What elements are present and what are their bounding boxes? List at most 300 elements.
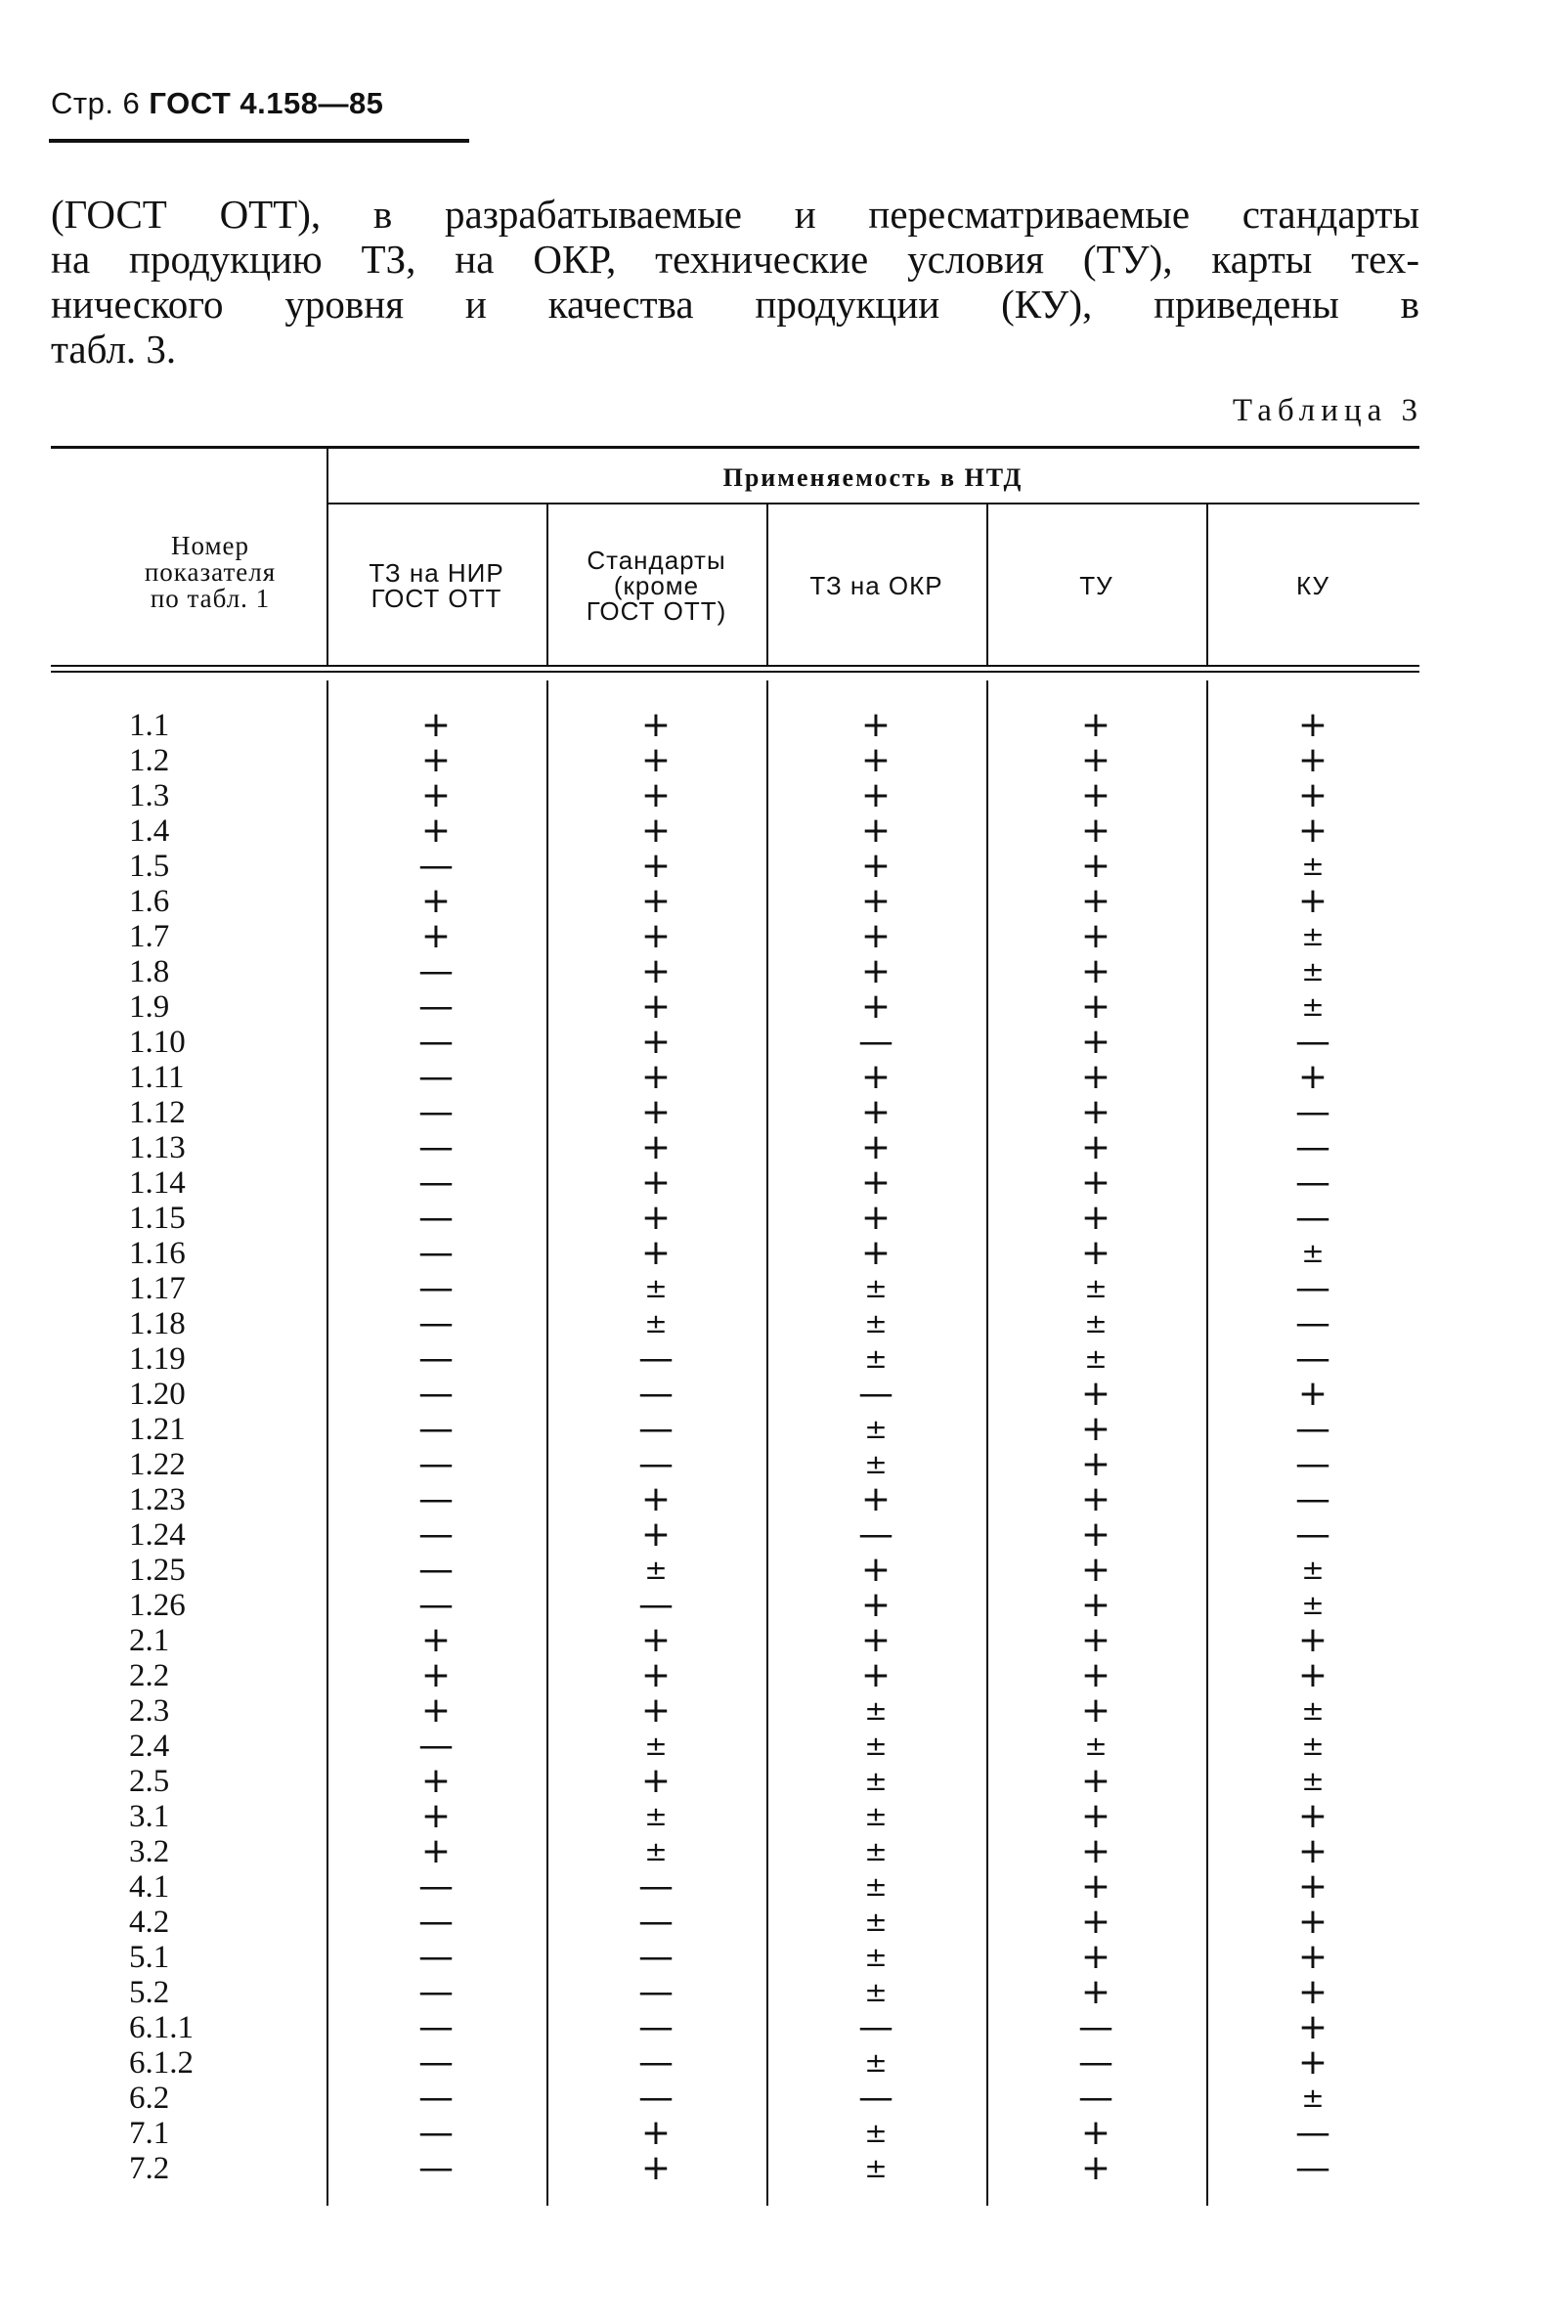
applicability-mark-tz-nir: — xyxy=(418,1585,454,1625)
applicability-mark-tu: + xyxy=(1080,1233,1111,1273)
applicability-mark-tz-nir: — xyxy=(418,1479,454,1519)
applicability-mark-tu: + xyxy=(1080,1796,1111,1836)
applicability-mark-tu: + xyxy=(1080,1690,1111,1731)
applicability-mark-tu: + xyxy=(1080,1198,1111,1238)
applicability-mark-ku: + xyxy=(1297,1937,1328,1977)
indicator-number: 1.20 xyxy=(129,1377,186,1412)
applicability-mark-tz-nir: + xyxy=(420,1690,452,1731)
applicability-mark-tu: + xyxy=(1080,1937,1111,1977)
table-row xyxy=(0,1022,1568,1062)
applicability-mark-tz-nir: — xyxy=(418,1233,454,1273)
column-header-tz-nir xyxy=(327,508,546,663)
applicability-mark-tz-okr: + xyxy=(860,705,892,745)
intro-line: (ГОСТ ОТТ), в разрабатываемые и пересматриваемые стандарты xyxy=(51,192,1419,237)
applicability-mark-ku: ± xyxy=(1301,1765,1325,1797)
indicator-number: 5.1 xyxy=(129,1940,170,1975)
applicability-mark-tz-okr: + xyxy=(860,1057,892,1097)
table-row xyxy=(0,705,1568,745)
indicator-number: 2.1 xyxy=(129,1623,170,1658)
column-header-line: ГОСТ ОТТ) xyxy=(586,596,727,626)
applicability-mark-tz-okr: — xyxy=(858,2007,893,2047)
applicability-mark-ku: — xyxy=(1295,1409,1330,1449)
applicability-mark-tu: — xyxy=(1078,2042,1113,2083)
indicator-number: 1.24 xyxy=(129,1517,186,1553)
column-divider xyxy=(766,504,768,665)
applicability-mark-standards: + xyxy=(640,775,672,815)
applicability-mark-tz-nir: — xyxy=(418,1972,454,2012)
column-divider xyxy=(1206,504,1208,665)
applicability-mark-tu: + xyxy=(1080,1374,1111,1414)
indicator-number: 1.1 xyxy=(129,708,170,743)
column-divider xyxy=(327,449,328,665)
intro-line: табл. 3. xyxy=(51,327,177,372)
column-header-standards xyxy=(546,508,766,663)
applicability-mark-ku: + xyxy=(1297,1972,1328,2012)
applicability-mark-tz-okr: ± xyxy=(864,1448,888,1480)
applicability-mark-tz-nir: + xyxy=(420,811,452,851)
applicability-mark-tz-okr: + xyxy=(860,1620,892,1660)
applicability-mark-standards: ± xyxy=(644,1307,668,1339)
applicability-mark-tz-okr: ± xyxy=(864,2152,888,2184)
indicator-number: 6.1.1 xyxy=(129,2010,194,2045)
applicability-mark-standards: — xyxy=(638,1338,674,1379)
applicability-mark-tu: + xyxy=(1080,1127,1111,1167)
applicability-mark-tz-okr: + xyxy=(860,1162,892,1203)
applicability-mark-tu: + xyxy=(1080,881,1111,921)
indicator-number: 4.2 xyxy=(129,1905,170,1940)
applicability-mark-ku: ± xyxy=(1301,1730,1325,1762)
applicability-mark-ku: — xyxy=(1295,1444,1330,1484)
table-row xyxy=(0,1338,1568,1379)
applicability-mark-tz-nir: — xyxy=(418,846,454,886)
column-header-line: КУ xyxy=(1296,571,1329,600)
applicability-mark-standards: — xyxy=(638,1374,674,1414)
applicability-mark-tu: + xyxy=(1080,846,1111,886)
applicability-mark-tz-okr: + xyxy=(860,811,892,851)
page-number: Стр. 6 xyxy=(51,86,141,120)
applicability-mark-ku: ± xyxy=(1301,2082,1325,2114)
applicability-mark-standards: — xyxy=(638,2042,674,2083)
applicability-mark-tz-nir: + xyxy=(420,916,452,956)
applicability-mark-standards: + xyxy=(640,1162,672,1203)
applicability-mark-ku: — xyxy=(1295,1198,1330,1238)
applicability-mark-tu: + xyxy=(1080,1831,1111,1871)
column-header-ku xyxy=(1206,508,1419,663)
applicability-mark-tu: + xyxy=(1080,740,1111,780)
applicability-mark-standards: + xyxy=(640,1057,672,1097)
applicability-mark-standards: — xyxy=(638,1902,674,1942)
applicability-mark-ku: — xyxy=(1295,1268,1330,1308)
table-row xyxy=(0,2113,1568,2153)
applicability-mark-tz-okr: ± xyxy=(864,1800,888,1832)
applicability-mark-tz-nir: — xyxy=(418,1866,454,1907)
indicator-number: 2.3 xyxy=(129,1693,170,1729)
applicability-mark-ku: — xyxy=(1295,1162,1330,1203)
table-row xyxy=(0,1585,1568,1625)
applicability-mark-standards: + xyxy=(640,1022,672,1062)
applicability-mark-tz-okr: + xyxy=(860,1655,892,1695)
applicability-mark-tz-nir: — xyxy=(418,1022,454,1062)
applicability-mark-tu: + xyxy=(1080,951,1111,991)
applicability-mark-ku: — xyxy=(1295,1338,1330,1379)
column-header-line: ГОСТ ОТТ xyxy=(370,584,502,613)
indicator-number: 1.11 xyxy=(129,1060,185,1095)
applicability-mark-tz-okr: + xyxy=(860,775,892,815)
applicability-mark-tu: + xyxy=(1080,1620,1111,1660)
applicability-mark-tu: + xyxy=(1080,1162,1111,1203)
applicability-mark-standards: ± xyxy=(644,1835,668,1867)
applicability-mark-standards: + xyxy=(640,1198,672,1238)
applicability-mark-tz-okr: — xyxy=(858,2078,893,2118)
indicator-number: 4.1 xyxy=(129,1869,170,1905)
table-row xyxy=(0,1268,1568,1308)
applicability-mark-tu: + xyxy=(1080,775,1111,815)
applicability-mark-standards: — xyxy=(638,2007,674,2047)
applicability-mark-tu: + xyxy=(1080,1902,1111,1942)
applicability-mark-tu: + xyxy=(1080,705,1111,745)
column-header-line: ТЗ на ОКР xyxy=(809,571,943,600)
indicator-number: 1.2 xyxy=(129,743,170,778)
applicability-mark-standards: — xyxy=(638,1409,674,1449)
applicability-mark-tz-okr: — xyxy=(858,1514,893,1555)
applicability-mark-ku: ± xyxy=(1301,920,1325,952)
table-row xyxy=(0,1444,1568,1484)
table-row xyxy=(0,1620,1568,1660)
applicability-mark-tz-okr: ± xyxy=(864,1413,888,1445)
indicator-number: 2.5 xyxy=(129,1764,170,1799)
applicability-mark-tz-nir: + xyxy=(420,775,452,815)
applicability-mark-tu: + xyxy=(1080,916,1111,956)
applicability-mark-ku: — xyxy=(1295,1127,1330,1167)
table-row xyxy=(0,1374,1568,1414)
applicability-mark-tu: + xyxy=(1080,1092,1111,1132)
applicability-mark-ku: + xyxy=(1297,1866,1328,1907)
applicability-mark-tz-nir: + xyxy=(420,740,452,780)
applicability-mark-standards: — xyxy=(638,1585,674,1625)
table-row xyxy=(0,1233,1568,1273)
applicability-mark-standards: + xyxy=(640,2113,672,2153)
indicator-number: 3.2 xyxy=(129,1834,170,1869)
table-row xyxy=(0,881,1568,921)
applicability-mark-ku: ± xyxy=(1301,1554,1325,1586)
header-bottom-rule-2 xyxy=(51,671,1419,673)
column-header-line: ТУ xyxy=(1079,571,1113,600)
applicability-mark-ku: ± xyxy=(1301,850,1325,882)
applicability-mark-standards: + xyxy=(640,1761,672,1801)
intro-paragraph xyxy=(51,192,1419,372)
applicability-mark-tz-okr: + xyxy=(860,740,892,780)
applicability-mark-ku: + xyxy=(1297,2042,1328,2083)
indicator-number: 7.1 xyxy=(129,2116,170,2151)
table-top-rule xyxy=(51,446,1419,449)
indicator-number: 1.9 xyxy=(129,989,170,1025)
table-row xyxy=(0,1690,1568,1731)
applicability-mark-ku: + xyxy=(1297,1620,1328,1660)
table-label: Таблица 3 xyxy=(1232,393,1423,428)
applicability-mark-ku: ± xyxy=(1301,990,1325,1023)
first-column-header-line: показателя xyxy=(144,556,277,587)
table-row xyxy=(0,1761,1568,1801)
applicability-mark-tu: + xyxy=(1080,987,1111,1027)
table-row xyxy=(0,1866,1568,1907)
applicability-mark-standards: + xyxy=(640,1127,672,1167)
applicability-mark-tz-okr: + xyxy=(860,987,892,1027)
applicability-mark-tu: + xyxy=(1080,1057,1111,1097)
applicability-mark-tz-okr: ± xyxy=(864,1307,888,1339)
applicability-mark-standards: ± xyxy=(644,1730,668,1762)
applicability-mark-tz-nir: — xyxy=(418,1726,454,1766)
applicability-mark-tz-okr: + xyxy=(860,1479,892,1519)
applicability-mark-tz-okr: ± xyxy=(864,1765,888,1797)
applicability-mark-tz-okr: — xyxy=(858,1022,893,1062)
applicability-mark-tz-nir: — xyxy=(418,1444,454,1484)
applicability-mark-tu: + xyxy=(1080,1866,1111,1907)
table-row xyxy=(0,2078,1568,2118)
applicability-mark-tz-nir: — xyxy=(418,1127,454,1167)
applicability-mark-tz-nir: — xyxy=(418,2042,454,2083)
applicability-mark-tz-nir: + xyxy=(420,881,452,921)
applicability-mark-tz-okr: ± xyxy=(864,1906,888,1938)
applicability-mark-standards: + xyxy=(640,2148,672,2188)
applicability-mark-tu: ± xyxy=(1084,1730,1108,1762)
applicability-mark-ku: + xyxy=(1297,1831,1328,1871)
applicability-mark-tz-nir: + xyxy=(420,705,452,745)
table-row xyxy=(0,2148,1568,2188)
table-row xyxy=(0,916,1568,956)
table-row xyxy=(0,1092,1568,1132)
applicability-mark-ku: — xyxy=(1295,1303,1330,1343)
applicability-mark-ku: + xyxy=(1297,2007,1328,2047)
applicability-mark-tz-nir: — xyxy=(418,1057,454,1097)
applicability-mark-ku: + xyxy=(1297,1374,1328,1414)
applicability-mark-tz-okr: + xyxy=(860,1198,892,1238)
applicability-mark-tz-okr: + xyxy=(860,846,892,886)
applicability-mark-tu: + xyxy=(1080,811,1111,851)
indicator-number: 1.8 xyxy=(129,954,170,989)
applicability-mark-standards: + xyxy=(640,705,672,745)
table-row xyxy=(0,1303,1568,1343)
applicability-mark-ku: ± xyxy=(1301,1237,1325,1269)
applicability-mark-standards: + xyxy=(640,740,672,780)
applicability-mark-ku: ± xyxy=(1301,1589,1325,1621)
table-row xyxy=(0,1726,1568,1766)
table-row xyxy=(0,951,1568,991)
applicability-mark-ku: — xyxy=(1295,2148,1330,2188)
applicability-mark-ku: — xyxy=(1295,1022,1330,1062)
applicability-mark-tz-okr: + xyxy=(860,1233,892,1273)
table-row xyxy=(0,1796,1568,1836)
applicability-mark-standards: + xyxy=(640,881,672,921)
applicability-mark-tu: + xyxy=(1080,1761,1111,1801)
applicability-mark-tu: + xyxy=(1080,1972,1111,2012)
indicator-number: 3.1 xyxy=(129,1799,170,1834)
applicability-mark-tz-nir: — xyxy=(418,987,454,1027)
applicability-mark-tz-nir: — xyxy=(418,1514,454,1555)
applicability-mark-tz-okr: ± xyxy=(864,1835,888,1867)
applicability-mark-standards: + xyxy=(640,916,672,956)
indicator-number: 1.16 xyxy=(129,1236,186,1271)
column-header-tu xyxy=(986,508,1206,663)
applicability-mark-tu: ± xyxy=(1084,1272,1108,1304)
applicability-mark-ku: + xyxy=(1297,705,1328,745)
applicability-mark-ku: + xyxy=(1297,811,1328,851)
standard-code: ГОСТ 4.158—85 xyxy=(149,86,384,120)
first-column-header xyxy=(94,508,327,636)
indicator-number: 7.2 xyxy=(129,2151,170,2186)
applicability-mark-tu: ± xyxy=(1084,1342,1108,1375)
applicability-mark-ku: + xyxy=(1297,1902,1328,1942)
first-column-header-line: Номер xyxy=(170,530,250,560)
applicability-mark-tz-nir: — xyxy=(418,1937,454,1977)
applicability-mark-standards: + xyxy=(640,1620,672,1660)
applicability-mark-tu: + xyxy=(1080,2148,1111,2188)
indicator-number: 6.2 xyxy=(129,2081,170,2116)
applicability-mark-ku: — xyxy=(1295,1514,1330,1555)
applicability-mark-tz-okr: ± xyxy=(864,1730,888,1762)
table-row xyxy=(0,1550,1568,1590)
group-header-rule xyxy=(327,503,1419,504)
table-row xyxy=(0,1831,1568,1871)
table-row xyxy=(0,1057,1568,1097)
applicability-mark-tu: + xyxy=(1080,1444,1111,1484)
table-row xyxy=(0,1972,1568,2012)
indicator-number: 1.19 xyxy=(129,1341,186,1377)
applicability-mark-tz-nir: + xyxy=(420,1655,452,1695)
applicability-mark-tu: — xyxy=(1078,2007,1113,2047)
table-row xyxy=(0,1902,1568,1942)
applicability-mark-tz-nir: — xyxy=(418,951,454,991)
applicability-mark-tz-nir: — xyxy=(418,2148,454,2188)
indicator-number: 1.7 xyxy=(129,919,170,954)
applicability-mark-standards: — xyxy=(638,1972,674,2012)
table-row xyxy=(0,1655,1568,1695)
header-rule xyxy=(49,139,469,143)
applicability-mark-tz-nir: + xyxy=(420,1761,452,1801)
applicability-mark-standards: + xyxy=(640,1092,672,1132)
applicability-mark-tz-nir: — xyxy=(418,1550,454,1590)
header-bottom-rule xyxy=(51,665,1419,667)
indicator-number: 5.2 xyxy=(129,1975,170,2010)
column-header-line: Стандарты xyxy=(587,546,726,575)
applicability-mark-tz-nir: — xyxy=(418,1338,454,1379)
indicator-number: 1.17 xyxy=(129,1271,186,1306)
first-column-header-line: по табл. 1 xyxy=(150,583,271,613)
applicability-mark-standards: + xyxy=(640,1690,672,1731)
applicability-mark-tz-nir: — xyxy=(418,1902,454,1942)
applicability-mark-tu: — xyxy=(1078,2078,1113,2118)
table-row xyxy=(0,1514,1568,1555)
applicability-mark-tz-okr: + xyxy=(860,916,892,956)
table-row xyxy=(0,2042,1568,2083)
applicability-mark-standards: ± xyxy=(644,1800,668,1832)
applicability-mark-tz-nir: — xyxy=(418,1268,454,1308)
applicability-mark-tu: ± xyxy=(1084,1307,1108,1339)
table-row xyxy=(0,740,1568,780)
applicability-mark-tz-nir: — xyxy=(418,2007,454,2047)
applicability-mark-tz-okr: ± xyxy=(864,1870,888,1903)
table-row xyxy=(0,1198,1568,1238)
indicator-number: 1.23 xyxy=(129,1482,186,1517)
applicability-mark-standards: + xyxy=(640,1233,672,1273)
column-header-tz-okr xyxy=(766,508,986,663)
applicability-mark-tu: + xyxy=(1080,1479,1111,1519)
applicability-mark-tu: + xyxy=(1080,1655,1111,1695)
applicability-mark-tu: + xyxy=(1080,1514,1111,1555)
applicability-mark-tz-okr: — xyxy=(858,1374,893,1414)
applicability-mark-tu: + xyxy=(1080,2113,1111,2153)
indicator-number: 2.2 xyxy=(129,1658,170,1693)
indicator-number: 1.21 xyxy=(129,1412,186,1447)
applicability-mark-tz-okr: ± xyxy=(864,1272,888,1304)
indicator-number: 1.26 xyxy=(129,1588,186,1623)
applicability-mark-standards: — xyxy=(638,1937,674,1977)
applicability-mark-standards: + xyxy=(640,1514,672,1555)
applicability-mark-tz-okr: + xyxy=(860,951,892,991)
column-header-line: ТЗ на НИР xyxy=(369,558,504,588)
applicability-mark-standards: + xyxy=(640,811,672,851)
intro-line: на продукцию ТЗ, на ОКР, технические условия (ТУ), карты тех- xyxy=(51,237,1419,282)
indicator-number: 1.18 xyxy=(129,1306,186,1341)
applicability-mark-standards: — xyxy=(638,1444,674,1484)
indicator-number: 1.4 xyxy=(129,813,170,849)
applicability-mark-ku: — xyxy=(1295,2113,1330,2153)
applicability-mark-tz-okr: + xyxy=(860,1585,892,1625)
applicability-mark-tz-okr: + xyxy=(860,881,892,921)
applicability-mark-ku: — xyxy=(1295,1092,1330,1132)
page-header xyxy=(51,86,383,121)
applicability-mark-standards: + xyxy=(640,1479,672,1519)
applicability-mark-tz-nir: — xyxy=(418,1303,454,1343)
table-row xyxy=(0,1162,1568,1203)
applicability-mark-standards: + xyxy=(640,951,672,991)
table-row xyxy=(0,989,1568,1025)
applicability-mark-tu: + xyxy=(1080,1409,1111,1449)
indicator-number: 1.6 xyxy=(129,884,170,919)
indicator-number: 1.14 xyxy=(129,1165,186,1201)
applicability-mark-tz-okr: ± xyxy=(864,1941,888,1973)
applicability-mark-tz-okr: + xyxy=(860,1550,892,1590)
applicability-mark-ku: ± xyxy=(1301,1694,1325,1727)
applicability-mark-standards: — xyxy=(638,1866,674,1907)
applicability-mark-tz-nir: — xyxy=(418,1162,454,1203)
applicability-mark-ku: + xyxy=(1297,775,1328,815)
applicability-mark-standards: ± xyxy=(644,1554,668,1586)
applicability-mark-tz-okr: + xyxy=(860,1127,892,1167)
applicability-mark-standards: + xyxy=(640,846,672,886)
applicability-mark-ku: + xyxy=(1297,740,1328,780)
applicability-mark-ku: — xyxy=(1295,1479,1330,1519)
applicability-mark-tz-okr: ± xyxy=(864,1976,888,2008)
table-row xyxy=(0,846,1568,886)
indicator-number: 2.4 xyxy=(129,1729,170,1764)
indicator-number: 6.1.2 xyxy=(129,2045,194,2081)
table-row xyxy=(0,1479,1568,1519)
applicability-mark-standards: + xyxy=(640,1655,672,1695)
table-row xyxy=(0,775,1568,815)
table-row xyxy=(0,1409,1568,1449)
indicator-number: 1.13 xyxy=(129,1130,186,1165)
applicability-mark-standards: + xyxy=(640,987,672,1027)
applicability-mark-standards: ± xyxy=(644,1272,668,1304)
applicability-mark-tu: + xyxy=(1080,1585,1111,1625)
applicability-mark-ku: ± xyxy=(1301,955,1325,987)
column-divider xyxy=(986,504,988,665)
intro-line: нического уровня и качества продукции (КУ), приведены в xyxy=(51,282,1419,327)
applicability-mark-tz-okr: ± xyxy=(864,2117,888,2149)
applicability-mark-ku: + xyxy=(1297,1057,1328,1097)
applicability-mark-tz-okr: + xyxy=(860,1092,892,1132)
applicability-mark-tz-nir: + xyxy=(420,1796,452,1836)
